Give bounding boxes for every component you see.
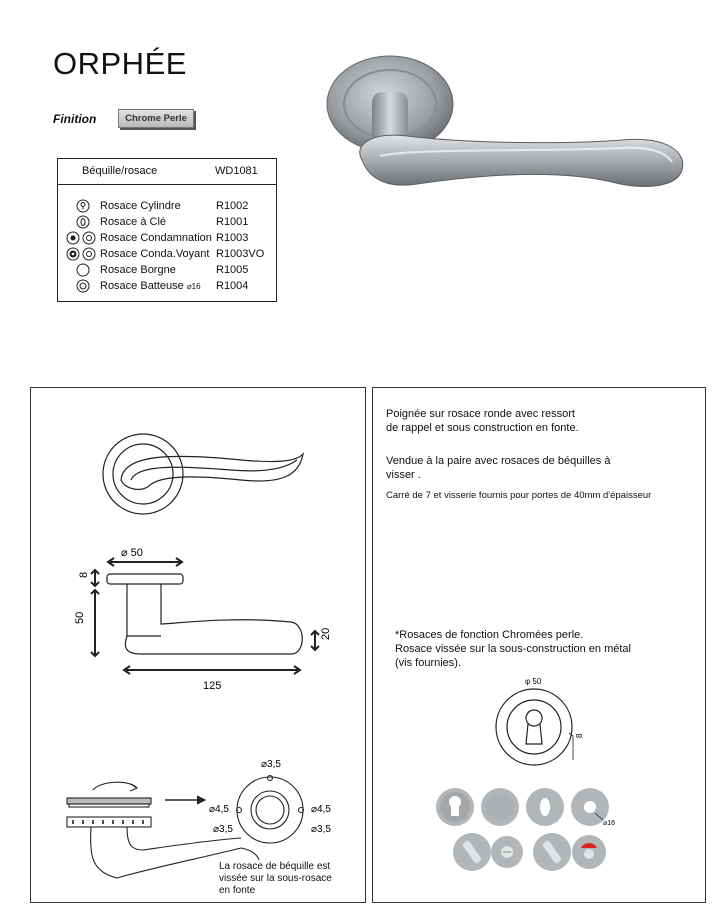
function-rosettes-row-1	[436, 788, 609, 826]
rose-thickness-dimension: 8	[78, 571, 90, 578]
screw-label-right-inner: ⌀3,5	[311, 824, 331, 835]
cylinder-rosette-icon	[76, 199, 90, 213]
privacy-rosette-icon	[66, 231, 98, 245]
screw-label-right-outer: ⌀4,5	[311, 804, 331, 815]
batteuse-rosette-icon	[76, 279, 90, 293]
page-title: ORPHÉE	[53, 46, 187, 81]
table-row: Rosace Condamnation R1003	[58, 231, 276, 247]
lever-length-dimension: 125	[203, 680, 222, 692]
indicator-size-label: ⌀16	[603, 820, 616, 827]
key-rosette-icon	[76, 215, 90, 229]
header-code: WD1081	[215, 165, 258, 177]
lever-height-dimension: 50	[74, 611, 86, 624]
technical-drawing-panel	[30, 387, 366, 903]
escutcheon-front-drawing	[496, 689, 573, 765]
sale-note: Vendue à la paire avec rosaces de béquilles à visser .	[386, 455, 611, 481]
escutcheon-drawings	[373, 388, 705, 902]
header-label: Béquille/rosace	[82, 165, 158, 177]
spindle-note: Carré de 7 et visserie fournis pour portes de 40mm d'épaisseur	[386, 490, 652, 501]
lever-grip-dimension: 20	[320, 627, 332, 640]
finish-badge: Chrome Perle	[118, 109, 194, 128]
privacy-thumbturn-photo-icon	[453, 833, 491, 871]
reference-table	[57, 158, 277, 302]
product-description: Poignée sur rosace ronde avec ressort de rappel et sous construction en fonte.	[386, 408, 579, 434]
indicator-thumbturn-photo-icon	[533, 833, 571, 871]
assembly-note: La rosace de béquille est vissée sur la sous-rosace en fonte	[219, 861, 332, 896]
privacy-release-photo-icon	[491, 836, 523, 868]
indicator-window-photo-icon	[572, 835, 606, 869]
escutcheon-diameter: φ 50	[525, 677, 542, 686]
reference-table-header	[58, 159, 276, 185]
table-row: Rosace Cylindre R1002	[58, 199, 276, 215]
table-row: Rosace à Clé R1001	[58, 215, 276, 231]
finish-label: Finition	[53, 112, 97, 126]
cylinder-rosette-photo-icon	[436, 788, 474, 826]
lever-handle-photo	[322, 52, 692, 212]
table-row: Rosace Borgne R1005	[58, 263, 276, 279]
side-view-drawing	[107, 574, 302, 654]
screw-label-left-inner: ⌀3,5	[213, 824, 233, 835]
function-note: *Rosaces de fonction Chromées perle. Rosace vissée sur la sous-construction en métal (vis fournies).	[395, 629, 631, 669]
screw-label-left-outer: ⌀4,5	[209, 804, 229, 815]
blank-rosette-photo-icon	[481, 788, 519, 826]
screw-label-top: ⌀3,5	[261, 759, 281, 770]
technical-drawing	[31, 388, 365, 902]
description-panel	[372, 387, 706, 903]
privacy-indicator-rosette-icon	[66, 247, 98, 261]
table-row: Rosace Batteuse ⌀16 R1004	[58, 279, 276, 295]
escutcheon-thickness: 8	[575, 733, 584, 738]
screw-diagram	[237, 776, 304, 844]
dimension-lines	[91, 558, 319, 674]
key-rosette-photo-icon	[526, 788, 564, 826]
table-row: Rosace Conda.Voyant R1003VO	[58, 247, 276, 263]
function-rosettes-row-2	[453, 833, 606, 871]
blank-rosette-icon	[76, 263, 90, 277]
top-view-drawing	[103, 434, 303, 514]
rose-diameter-dimension: ⌀ 50	[121, 547, 143, 559]
